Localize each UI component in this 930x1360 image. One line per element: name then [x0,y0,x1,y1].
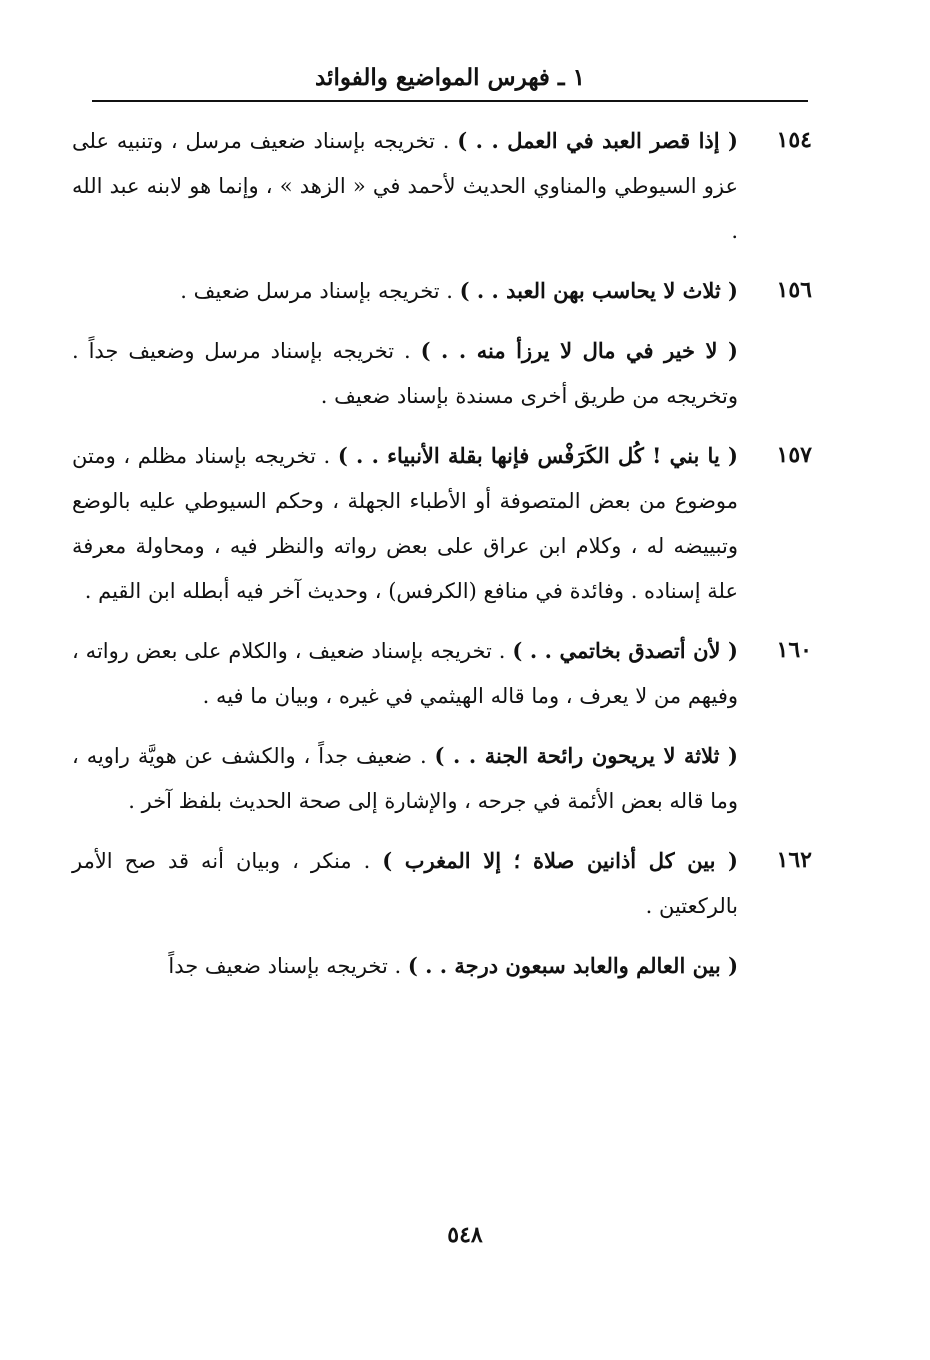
entry-body [72,733,738,824]
entry-hadith-quote: ( يا بني ! كُل الكَرَفْس فإنها بقلة الأنبياء . . ) [337,443,738,468]
entry-description: . منكر ، وبيان أنه قد صح الأمر بالركعتين . [72,849,738,918]
entry-page-number [738,328,812,419]
running-header [92,58,808,98]
entry-hadith-quote: ( لأن أتصدق بخاتمي . . ) [512,638,738,663]
entry-description: . تخريجه بإسناد ضعيف جداً [168,954,408,978]
entry-hadith-quote: ( ثلاث لا يحاسب بهن العبد . . ) [459,278,738,303]
entry-description: . تخريجه بإسناد ضعيف مرسل ، وتنبيه على عزو السيوطي والمناوي الحديث لأحمد في « الزهد » ، وإنما هو لابنه عبد الله . [72,129,738,243]
entry-page-number: ١٦٠ [776,637,812,663]
entry-description: . تخريجه بإسناد ضعيف ، والكلام على بعض رواته ، وفيهم من لا يعرف ، وما قاله الهيثمي في غيره ، وبيان ما فيه . [72,639,738,708]
entry-page-number [738,733,812,824]
entry-body [72,628,738,719]
entry-hadith-quote: ( لا خير في مال لا يرزأ منه . . ) [420,338,738,363]
page-number: ٥٤٨ [447,1222,483,1248]
entry-body [72,433,738,614]
entry-description: . تخريجه بإسناد مرسل وضعيف جداً . وتخريجه من طريق أخرى مسندة بإسناد ضعيف . [72,339,738,408]
index-entry [72,328,812,419]
entry-page-number: ١٥٦ [776,277,812,303]
index-entry [72,118,812,254]
entry-description: . تخريجه بإسناد مظلم ، ومتن موضوع من بعض المتصوفة أو الأطباء الجهلة ، وحكم السيوطي عليه بالوضع وتبييضه له ، وكلام ابن عراق على بعض رواته والنظر فيه ، ومحاولة معرفة علة إسناده . وفائدة في منافع (الكرفس) ، وحديث آخر فيه أبطله ابن القيم . [72,444,738,603]
entry-body [72,838,738,929]
entry-body [72,268,738,314]
entry-body [72,118,738,254]
index-entry [72,838,812,929]
entry-body [72,328,738,419]
entry-page-number: ١٥٤ [776,127,812,153]
entry-page-number: ١٦٢ [776,847,812,873]
entry-body [72,943,738,989]
header-rule [92,100,808,102]
entry-hadith-quote: ( بين العالم والعابد سبعون درجة . . ) [407,953,738,978]
entry-description: . ضعيف جداً ، والكشف عن هويَّة راويه ، وما قاله بعض الأئمة في جرحه ، والإشارة إلى صحة الحديث بلفظ آخر . [72,744,738,813]
entry-description: . تخريجه بإسناد مرسل ضعيف . [180,279,460,303]
index-entry [72,268,812,314]
entry-hadith-quote: ( إذا قصر العبد في العمل . . ) [457,128,738,153]
index-entry [72,628,812,719]
entry-hadith-quote: ( بين كل أذانين صلاة ؛ إلا المغرب ) [382,848,738,873]
header-title: ١ ـ فهرس المواضيع والفوائد [314,64,586,91]
entry-hadith-quote: ( ثلاثة لا يريحون رائحة الجنة . . ) [434,743,738,768]
index-entry [72,733,812,824]
index-entries [72,118,812,1003]
entry-page-number [738,943,812,989]
index-entry [72,433,812,614]
index-entry [72,943,812,989]
entry-page-number: ١٥٧ [776,442,812,468]
